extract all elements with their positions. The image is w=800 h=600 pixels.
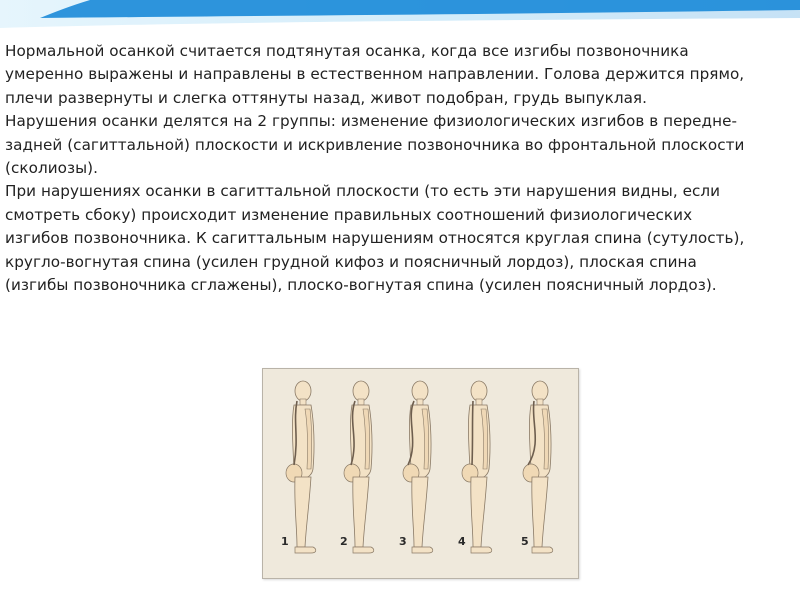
figure-label-5: 5 <box>521 535 529 548</box>
paragraph-normal-posture: Нормальной осанкой считается подтянутая осанка, когда все изгибы позвоночника умеренно выражены и направлены в естественном направлении. Голова держится прямо, плечи развернуты и слегка оттянуты назад, живот подобран, грудь выпуклая. <box>5 42 745 107</box>
paragraph-posture-disorder-groups: Нарушения осанки делятся на 2 группы: изменение физиологических изгибов в передне-задней (сагиттальной) плоскости и искривление позвоночника во фронтальной плоскости (сколиозы). <box>5 112 745 178</box>
posture-figure-5 <box>523 381 553 553</box>
posture-figure-3 <box>403 381 433 553</box>
figure-label-1: 1 <box>281 535 289 548</box>
paragraph-sagittal-disorders: При нарушениях осанки в сагиттальной плоскости (то есть эти нарушения видны, если смотреть сбоку) происходит изменение правильных соотношений физиологических изгибов позвоночника. К сагиттальным нарушениям относятся круглая спина (сутулость), кругло-вогнутая спина (усилен грудной кифоз и поясничный лордоз), плоская спина (изгибы позвоночника сглажены), плоско-вогнутая спина (усилен поясничный лордоз). <box>5 182 745 295</box>
figure-label-3: 3 <box>399 535 407 548</box>
figure-label-2: 2 <box>340 535 348 548</box>
body-text <box>5 40 755 297</box>
posture-figure-4 <box>462 381 492 553</box>
posture-types-illustration <box>262 368 579 579</box>
posture-figure-2 <box>344 381 374 553</box>
posture-figure-1 <box>286 381 316 553</box>
posture-figures <box>263 369 578 578</box>
figure-label-4: 4 <box>458 535 466 548</box>
